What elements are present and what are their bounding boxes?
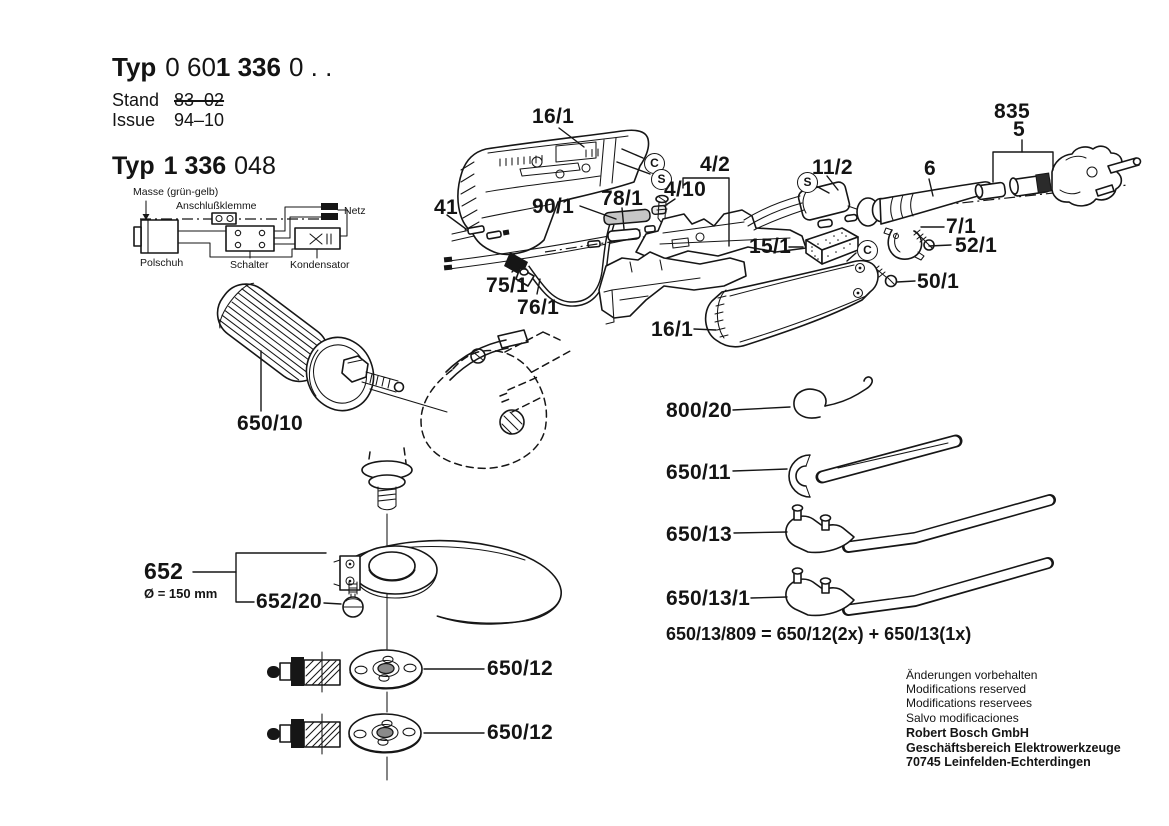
callout-50-1: 50/1	[917, 270, 960, 293]
callout-4-2: 4/2	[700, 153, 731, 176]
tool-drawings	[786, 377, 1050, 615]
flange-section-icon	[267, 714, 340, 754]
typ-value-prefix: 0 60	[165, 52, 216, 82]
flange-section-icon	[267, 652, 340, 692]
wiring-label-masse: Masse (grün-gelb)	[133, 186, 219, 198]
callout-800-20: 800/20	[666, 399, 733, 422]
kit-formula: 650/13/809 = 650/12(2x) + 650/13(1x)	[666, 624, 972, 644]
typ2-bold: 1 336	[163, 152, 227, 180]
stand-label: Stand	[112, 90, 160, 110]
callout-52-1: 52/1	[955, 234, 998, 257]
plug-drawing	[1009, 146, 1141, 206]
callout-650-10: 650/10	[237, 412, 304, 435]
typ2-suffix: 048	[234, 152, 276, 180]
callout-6: 6	[924, 157, 936, 180]
marker-s-capacitor: S	[797, 172, 818, 193]
callout-650-13-1: 650/13/1	[666, 587, 751, 610]
callout-15-1: 15/1	[749, 235, 792, 258]
wiring-label-anschlussklemme: Anschlußklemme	[176, 200, 257, 212]
issue-value: 94–10	[174, 110, 225, 130]
callout-652-20: 652/20	[256, 590, 323, 613]
callout-4-10: 4/10	[664, 178, 707, 201]
callout-78-1: 78/1	[601, 187, 644, 210]
type-number-line-2	[112, 152, 276, 181]
callout-76-1: 76/1	[517, 296, 560, 319]
wiring-label-kondensator: Kondensator	[290, 259, 350, 271]
callout-7-1: 7/1	[946, 215, 977, 238]
marker-s-top: S	[651, 169, 672, 190]
side-handle-drawing	[207, 274, 447, 420]
typ2-label: Typ	[112, 152, 155, 180]
callout-16-1-bottom: 16/1	[651, 318, 694, 341]
callout-11-2: 11/2	[812, 156, 853, 179]
footer-notes	[906, 668, 1037, 725]
guard-drawing	[334, 541, 561, 625]
callout-16-1-top: 16/1	[532, 105, 575, 128]
callout-650-12a: 650/12	[487, 657, 554, 680]
footer-note-en: Modifications reserved	[906, 682, 1027, 697]
footer-note-de: Änderungen vorbehalten	[906, 668, 1038, 682]
callout-90-1: 90/1	[532, 195, 575, 218]
typ-label: Typ	[112, 52, 157, 82]
gear-head-drawing	[362, 330, 572, 510]
callout-652: 652	[144, 558, 184, 584]
stand-value: 83–02	[174, 90, 225, 110]
callout-835: 835	[994, 100, 1030, 123]
typ-value-bold: 1 336	[215, 52, 281, 82]
footer-note-es: Salvo modificaciones	[906, 710, 1019, 725]
footer-address: 70745 Leinfelden-Echterdingen	[906, 755, 1091, 769]
callout-5: 5	[1013, 118, 1025, 141]
callout-41: 41	[434, 196, 458, 219]
wiring-label-schalter: Schalter	[230, 259, 269, 271]
callout-650-13: 650/13	[666, 523, 733, 546]
typ-value-suffix: 0 . .	[288, 52, 333, 82]
issue-label: Issue	[112, 110, 156, 130]
callout-75-1: 75/1	[486, 274, 529, 297]
footer-note-fr: Modifications reservees	[906, 696, 1033, 711]
footer-division: Geschäftsbereich Elektrowerkzeuge	[906, 740, 1121, 755]
marker-c-handle: C	[857, 240, 878, 261]
type-number-line	[112, 52, 332, 83]
marker-c-top: C	[644, 153, 665, 174]
stand-line	[112, 90, 224, 111]
issue-line	[112, 110, 224, 131]
footer-company: Robert Bosch GmbH	[906, 726, 1029, 740]
footer-company-block	[906, 726, 1121, 770]
callout-650-11: 650/11	[666, 461, 731, 484]
wiring-label-polschuh: Polschuh	[140, 257, 184, 269]
callout-650-12b: 650/12	[487, 721, 554, 744]
flange-drawings	[267, 650, 422, 754]
wiring-label-netz: Netz	[344, 205, 366, 217]
callout-652-diameter: Ø = 150 mm	[144, 586, 218, 601]
